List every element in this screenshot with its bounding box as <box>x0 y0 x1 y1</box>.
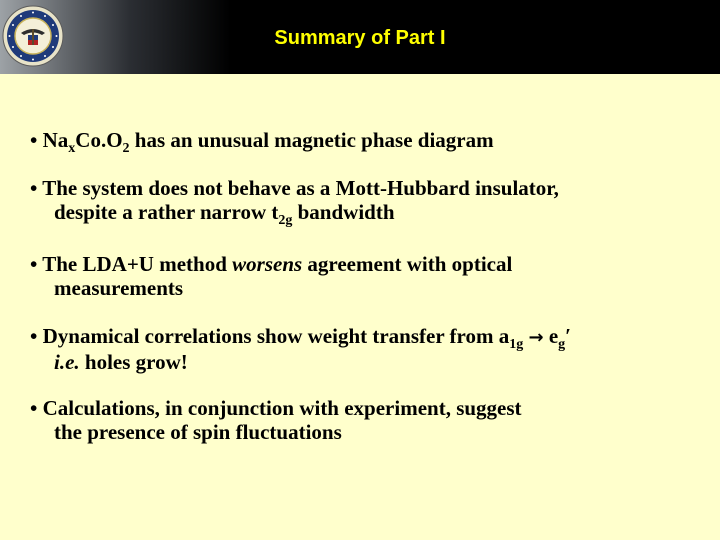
bullet-text: The LDA+U method worsens agreement with optical <box>42 252 513 276</box>
bullet-marker: • <box>30 396 38 420</box>
right-arrow-icon: → <box>528 327 544 348</box>
bullet-text: $Na_xCo.O_2$ has an unusual magnetic phase diagram <box>42 128 494 156</box>
bullet-continuation: i.e. holes grow! <box>54 350 188 374</box>
slide-title: Summary of Part I <box>274 27 446 49</box>
bullet-text: Calculations, in conjunction with experiment, suggest <box>42 396 522 420</box>
bullet-marker: • <box>30 128 38 152</box>
bullet-item <box>30 128 700 156</box>
bullet-continuation: measurements <box>54 276 184 300</box>
bullet-marker: • <box>30 176 38 200</box>
bullet-continuation: the presence of spin fluctuations <box>54 420 342 444</box>
bullet-marker: • <box>30 252 38 276</box>
slide-header <box>0 0 720 80</box>
bullet-item <box>30 396 700 444</box>
bullet-item <box>30 252 700 300</box>
bullet-text: The system does not behave as a Mott-Hubbard insulator, <box>42 176 559 200</box>
bullet-item <box>30 176 700 228</box>
bullet-item <box>30 324 700 374</box>
bullet-marker: • <box>30 324 38 348</box>
bullet-text: Dynamical correlations show weight transfer from $a_{1g} \to e_g'$ <box>42 324 572 352</box>
bullet-continuation: despite a rather narrow $t_{2g}$ bandwidth <box>54 200 395 228</box>
